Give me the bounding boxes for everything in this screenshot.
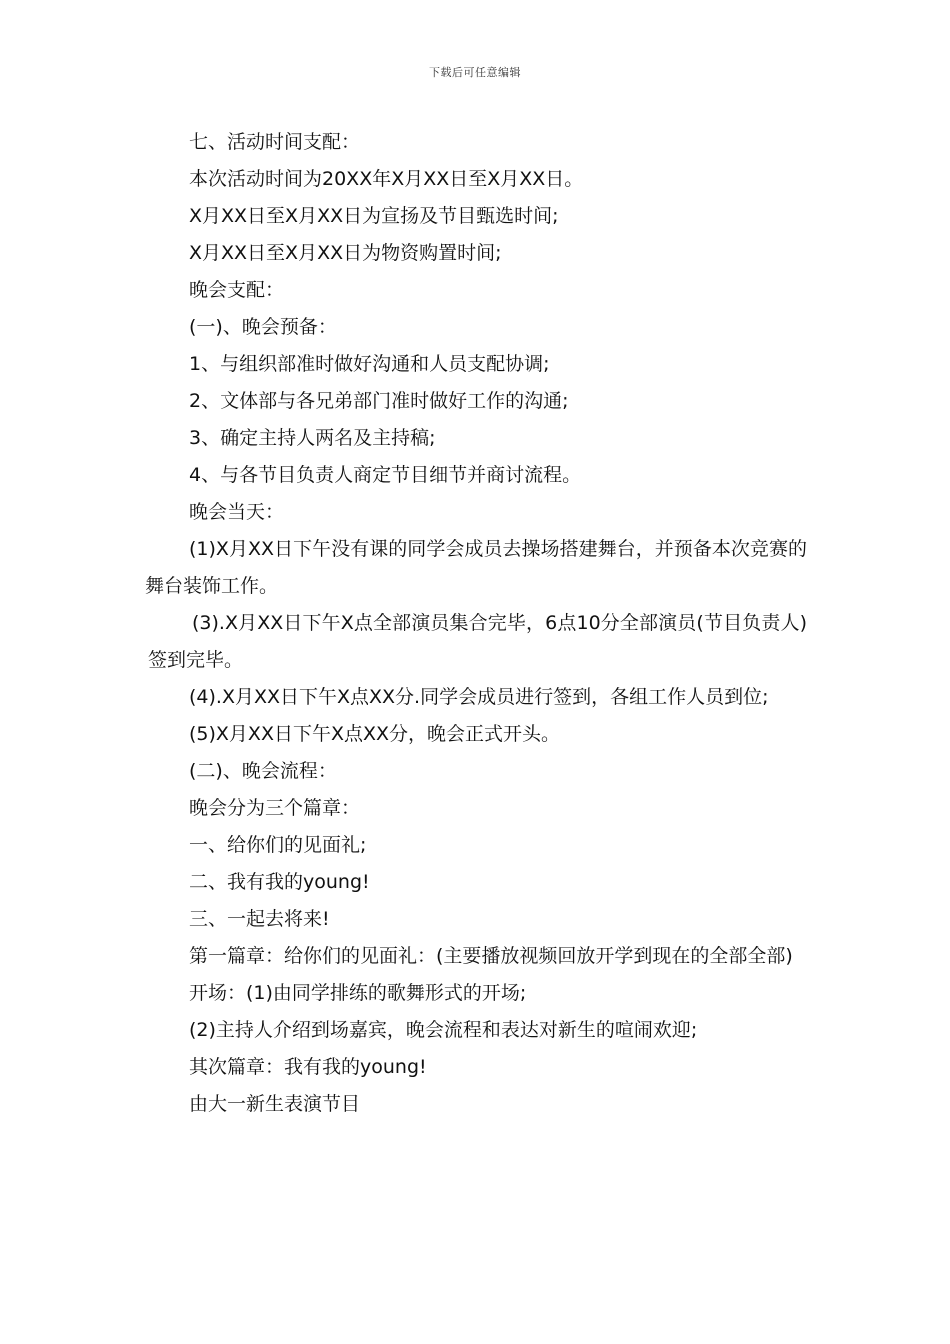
paragraph-chapter-two: 其次篇章：我有我的young! xyxy=(189,1056,427,1078)
list-item-chapter-2: 二、我有我的young! xyxy=(189,871,370,893)
list-item-day-3: (3).X月XX日下午X点全部演员集合完毕，6点10分全部演员(节目负责人)签到完毕。 xyxy=(148,612,807,671)
list-item-chapter-3: 三、一起去将来! xyxy=(189,908,330,930)
list-item-prep-1: 1、与组织部准时做好沟通和人员支配协调; xyxy=(189,353,550,375)
paragraph-chapter-one-detail: 第一篇章：给你们的见面礼：(主要播放视频回放开学到现在的全部全部) xyxy=(189,945,793,967)
list-item-prep-4: 4、与各节目负责人商定节目细节并商讨流程。 xyxy=(189,464,582,486)
paragraph-opening: 开场：(1)由同学排练的歌舞形式的开场; xyxy=(189,982,527,1004)
list-item-day-1: (1)X月XX日下午没有课的同学会成员去操场搭建舞台，并预备本次竞赛的舞台装饰工作。 xyxy=(145,538,807,597)
list-item-chapter-1: 一、给你们的见面礼; xyxy=(189,834,367,856)
paragraph-promotion-time: X月XX日至X月XX日为宣扬及节目甄选时间; xyxy=(189,205,559,227)
paragraph-purchase-time: X月XX日至X月XX日为物资购置时间; xyxy=(189,242,502,264)
page-header: 下载后可任意编辑 xyxy=(429,66,521,79)
paragraph-party-process: (二)、晚会流程： xyxy=(189,760,337,782)
list-item-prep-3: 3、确定主持人两名及主持稿; xyxy=(189,427,436,449)
paragraph-party-arrangement: 晚会支配： xyxy=(189,279,285,301)
paragraph-activity-time: 本次活动时间为20XX年X月XX日至X月XX日。 xyxy=(189,168,584,190)
paragraph-section-seven: 七、活动时间支配： xyxy=(189,131,361,153)
list-item-day-5: (5)X月XX日下午X点XX分，晚会正式开头。 xyxy=(189,723,561,745)
paragraph-freshman-show: 由大一新生表演节目 xyxy=(189,1093,361,1115)
paragraph-party-day: 晚会当天： xyxy=(189,501,285,523)
paragraph-party-preparation: (一)、晚会预备： xyxy=(189,316,337,338)
list-item-prep-2: 2、文体部与各兄弟部门准时做好工作的沟通; xyxy=(189,390,569,412)
list-item-day-4: (4).X月XX日下午X点XX分.同学会成员进行签到，各组工作人员到位; xyxy=(189,686,769,708)
paragraph-host-intro: (2)主持人介绍到场嘉宾，晚会流程和表达对新生的喧闹欢迎; xyxy=(189,1019,698,1041)
document-body xyxy=(145,124,807,1123)
paragraph-three-chapters: 晚会分为三个篇章： xyxy=(189,797,361,819)
